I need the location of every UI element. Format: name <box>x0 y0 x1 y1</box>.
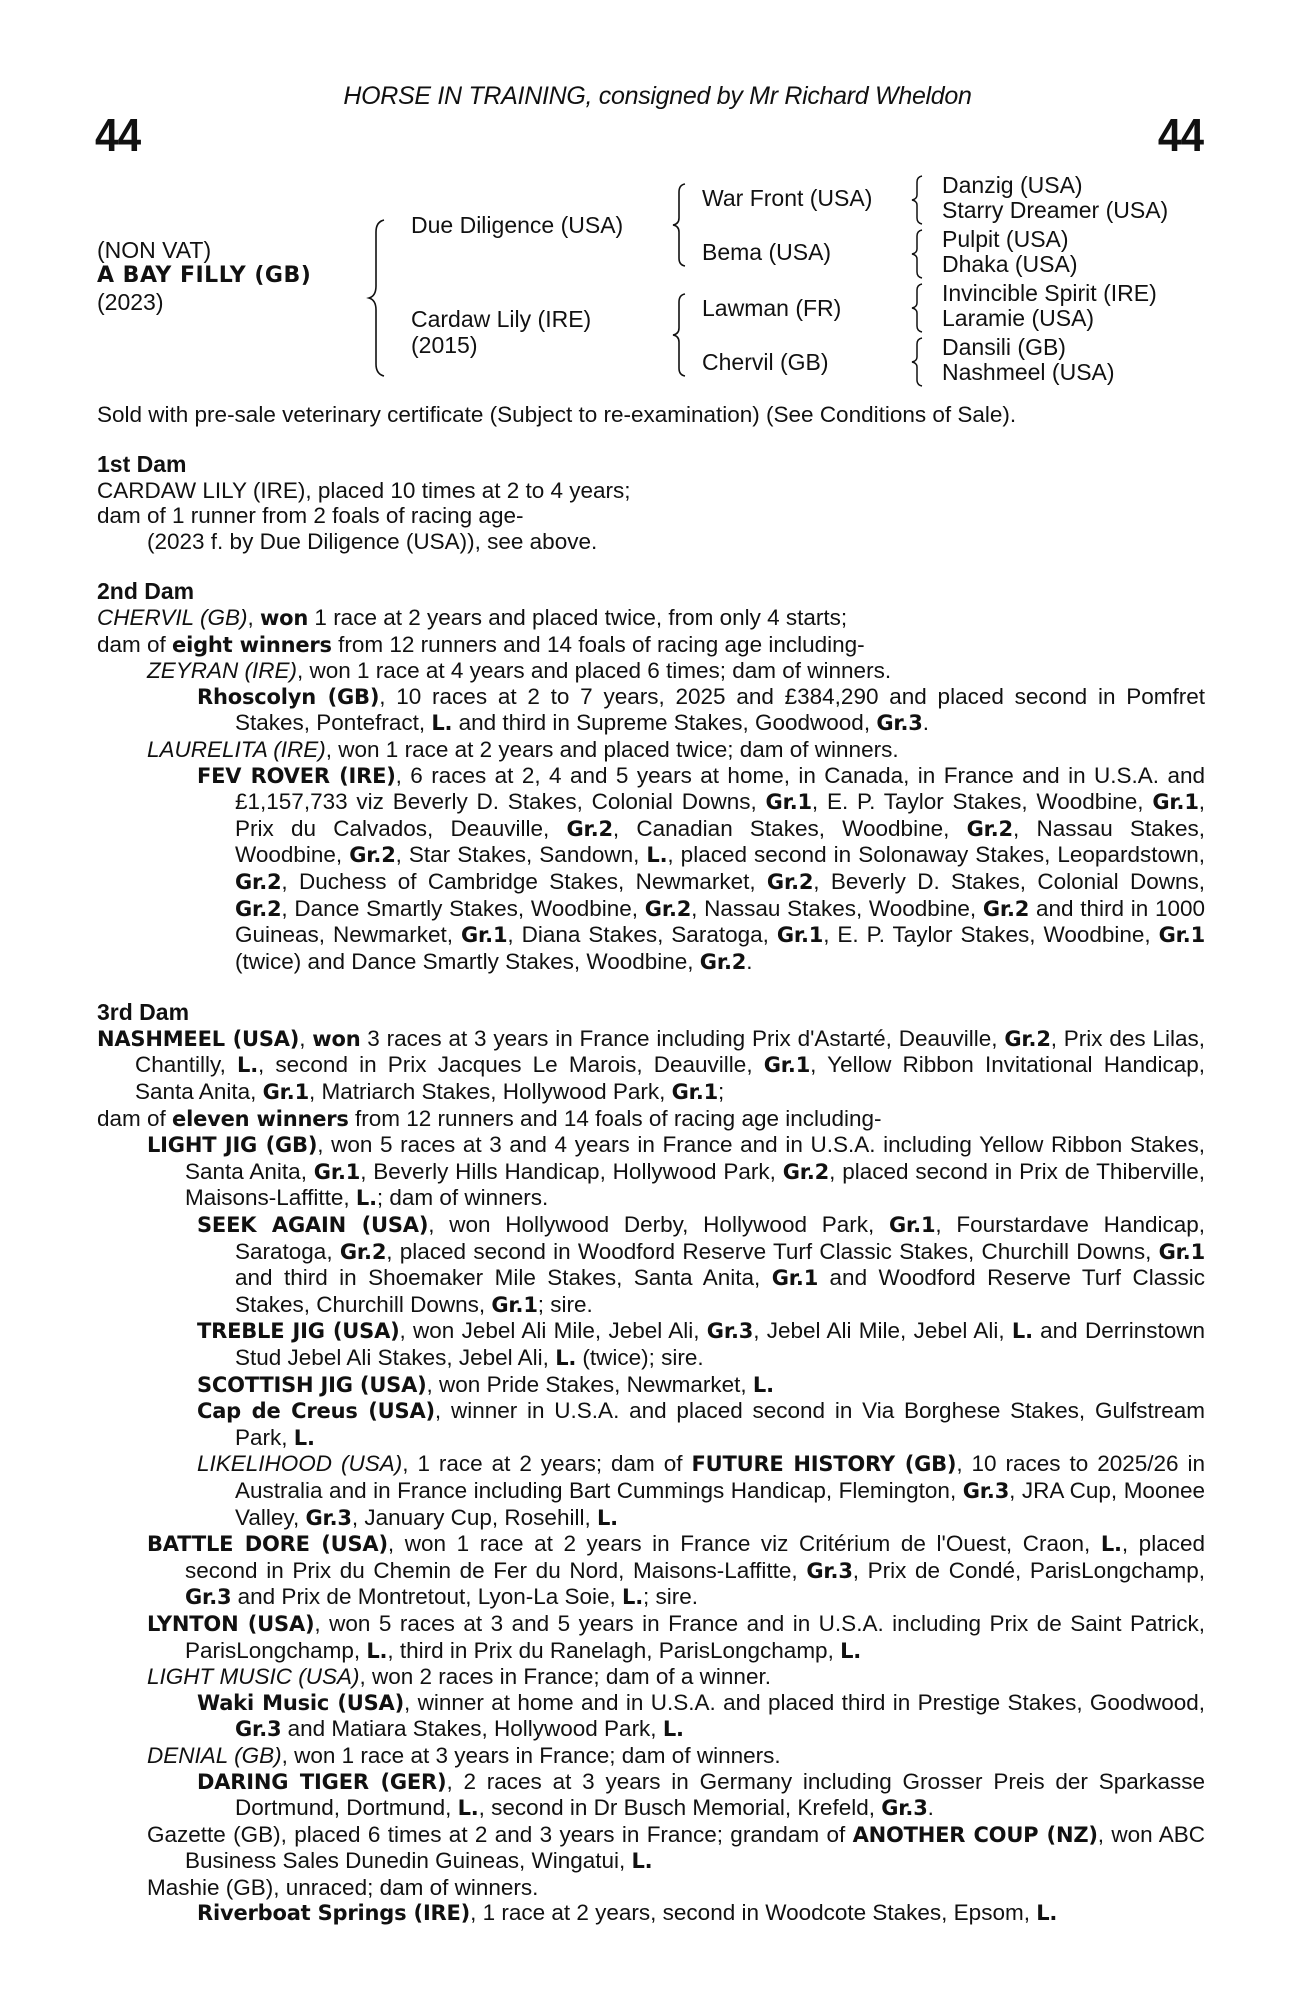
text-run: , third in Prix du Ranelagh, ParisLongchamp, <box>387 1637 841 1663</box>
pedigree-entry <box>97 503 1205 529</box>
bold-run: Gr.3 <box>305 1505 352 1530</box>
text-run: and Prix de Montretout, Lyon-La Soie, <box>231 1584 623 1610</box>
bold-run: L. <box>631 1849 653 1874</box>
lot-number-right: 44 <box>1157 109 1203 161</box>
text-run: and Matiara Stakes, Hollywood Park, <box>281 1716 663 1742</box>
text-run: , Beverly Hills Handicap, Hollywood Park, <box>360 1158 783 1184</box>
bold-run: L. <box>457 1796 479 1821</box>
bold-run: L. <box>596 1505 618 1530</box>
dam-section <box>97 452 1205 554</box>
pedigree-entry <box>97 1611 1205 1664</box>
bold-run: Gr.1 <box>1158 1239 1205 1264</box>
text-run: , <box>299 1025 313 1051</box>
text-run: , second in Dr Busch Memorial, Krefeld, <box>478 1795 882 1821</box>
text-run: , won Hollywood Derby, Hollywood Park, <box>428 1212 889 1238</box>
sire-dam-name: Bema (USA) <box>702 239 832 265</box>
dam-section <box>97 1000 1205 1927</box>
pedigree-brace-main <box>366 218 388 378</box>
bold-run: Gr.3 <box>962 1478 1010 1503</box>
section-heading: 1st Dam <box>97 451 187 477</box>
text-run: , Nassau Stakes, Woodbine, <box>691 895 983 921</box>
bold-run: L. <box>840 1638 862 1663</box>
bold-run: L. <box>662 1717 684 1742</box>
bold-run: Gr.2 <box>1004 1026 1051 1051</box>
bold-run: L. <box>237 1053 258 1078</box>
ggp-sire-sire-dam: Starry Dreamer (USA) <box>942 197 1169 223</box>
pedigree-entry <box>97 1318 1205 1371</box>
text-run: dam of <box>97 1105 173 1131</box>
bold-run: Gr.2 <box>699 949 747 974</box>
pedigree-entry <box>97 737 1205 763</box>
bold-run: Gr.1 <box>763 1053 811 1078</box>
bold-run: Gr.2 <box>966 816 1013 841</box>
text-run: , 1 race at 2 years; dam of <box>402 1451 692 1477</box>
text-run: , Prix des Lilas, Chantilly, <box>135 1025 1205 1078</box>
bold-run: L. <box>293 1425 315 1450</box>
bold-run: won <box>312 1026 361 1051</box>
bold-run: BATTLE DORE (USA) <box>147 1532 388 1557</box>
text-run: , won 2 races in France; dam of a winner. <box>359 1664 771 1690</box>
bold-run: ANOTHER COUP (NZ) <box>852 1822 1098 1847</box>
text-run: , <box>247 604 260 630</box>
ggp-sire-dam-dam: Dhaka (USA) <box>942 251 1078 277</box>
subject-foaling-year: (2023) <box>97 289 164 315</box>
catalogue-header-title: HORSE IN TRAINING, consigned by Mr Richard Wheldon <box>343 82 972 110</box>
subject-vat-status: (NON VAT) <box>97 237 212 263</box>
text-run: 3 races at 3 years in France including Prix d'Astarté, Deauville, <box>360 1025 1005 1051</box>
bold-run: L. <box>355 1186 377 1211</box>
sire-sire-name: War Front (USA) <box>702 185 873 211</box>
text-run: . <box>927 1795 934 1821</box>
text-run: ; dam of winners. <box>376 1185 549 1211</box>
dam-foaling-year: (2015) <box>411 332 478 358</box>
pedigree-entry <box>97 1743 1205 1769</box>
bold-run: L. <box>431 711 453 736</box>
text-run: , Beverly D. Stakes, Colonial Downs, <box>813 868 1205 894</box>
text-run: . <box>922 710 929 736</box>
italic-run: CHERVIL (GB) <box>97 604 248 630</box>
bold-run: Gr.3 <box>185 1585 232 1610</box>
ggp-dam-sire-sire: Invincible Spirit (IRE) <box>942 280 1157 306</box>
bold-run: Gr.2 <box>349 843 396 868</box>
text-run: , Star Stakes, Sandown, <box>395 842 647 868</box>
text-run: , won 1 race at 3 years in France; dam of winners. <box>281 1742 781 1768</box>
text-run: from 12 runners and 14 foals of racing age including- <box>331 631 865 657</box>
text-run: and Woodford Reserve Turf Classic Stakes, Churchill Downs, <box>235 1265 1205 1317</box>
bold-run: Gr.1 <box>460 923 508 948</box>
bold-run: L. <box>1036 1901 1058 1926</box>
text-run: , Yellow Ribbon Invitational Handicap, Santa Anita, <box>135 1052 1206 1105</box>
text-run: , 6 races at 2, 4 and 5 years at home, in Canada, in France and in U.S.A. and £1,157,733 viz Beverly D. Stakes, Colonial Downs, <box>235 762 1205 815</box>
bold-run: L. <box>622 1585 644 1610</box>
text-run: , won ABC Business Sales Dunedin Guineas, Wingatui, <box>185 1821 1205 1874</box>
text-run: , Diana Stakes, Saratoga, <box>507 922 777 948</box>
text-run: and third in Shoemaker Mile Stakes, Santa Anita, <box>235 1265 772 1291</box>
bold-run: FEV ROVER (IRE) <box>197 763 396 788</box>
section-heading: 3rd Dam <box>97 999 190 1026</box>
produce-record <box>97 452 1205 1927</box>
bold-run: Gr.3 <box>806 1558 853 1583</box>
text-run: , won 1 race at 2 years in France viz Critérium de l'Ouest, Craon, <box>387 1531 1101 1557</box>
dam-dam-name: Chervil (GB) <box>702 349 829 375</box>
italic-run: LIKELIHOOD (USA) <box>197 1451 403 1477</box>
text-run: , 2 races at 3 years in Germany including Grosser Preis der Sparkasse Dortmund, Dortmund, <box>235 1768 1205 1821</box>
bold-run: Gr.3 <box>235 1717 282 1742</box>
bold-run: Gr.1 <box>888 1213 936 1238</box>
text-run: , Prix du Calvados, Deauville, <box>235 789 1205 841</box>
pedigree-entry <box>97 1822 1205 1875</box>
pedigree-brace-sire-side <box>670 182 688 268</box>
bold-run: Gr.2 <box>982 896 1030 921</box>
ggp-sire-sire-sire: Danzig (USA) <box>942 172 1083 198</box>
pedigree-brace-dam-side <box>670 292 688 378</box>
bold-run: L. <box>555 1346 577 1370</box>
pedigree-entry <box>97 1398 1205 1451</box>
pedigree-entry <box>97 1664 1205 1690</box>
ggp-dam-sire-dam: Laramie (USA) <box>942 305 1095 331</box>
bold-run: L. <box>752 1372 774 1397</box>
text-run: and third in 1000 Guineas, Newmarket, <box>235 895 1206 948</box>
italic-run: LIGHT MUSIC (USA) <box>147 1664 360 1690</box>
text-run: , 10 races to 2025/26 in Australia and in France including Bart Cummings Handicap, Flemington, <box>235 1451 1205 1503</box>
pedigree-entry <box>97 684 1205 737</box>
bold-run: L. <box>366 1638 388 1663</box>
pedigree-brace-ggp-3 <box>909 282 925 334</box>
text-run: , placed second in Woodford Reserve Turf Classic Stakes, Churchill Downs, <box>386 1238 1159 1264</box>
text-run: , placed second in Prix du Chemin de Fer du Nord, Maisons-Laffitte, <box>185 1531 1205 1583</box>
bold-run: won <box>259 605 309 630</box>
bold-run: Cap de Creus (USA) <box>197 1399 435 1424</box>
italic-run: ZEYRAN (IRE) <box>147 658 298 684</box>
bold-run: Gr.1 <box>262 1080 309 1105</box>
text-run: , won Pride Stakes, Newmarket, <box>426 1371 753 1397</box>
bold-run: Gr.1 <box>776 923 824 948</box>
bold-run: Riverboat Springs (IRE) <box>197 1901 471 1926</box>
pedigree-brace-ggp-1 <box>909 174 925 226</box>
bold-run: LYNTON (USA) <box>147 1611 315 1636</box>
text-run: ; sire. <box>643 1584 699 1610</box>
text-run: , Dance Smartly Stakes, Woodbine, <box>281 895 645 921</box>
bold-run: FUTURE HISTORY (GB) <box>691 1452 957 1477</box>
text-run: , placed second in Prix de Thiberville, Maisons-Laffitte, <box>185 1158 1205 1211</box>
bold-run: Gr.2 <box>339 1239 387 1264</box>
sire-name: Due Diligence (USA) <box>411 212 624 238</box>
pedigree-entry <box>97 1132 1205 1212</box>
text-run: dam of 1 runner from 2 foals of racing age- <box>97 503 524 529</box>
text-run: , winner at home and in U.S.A. and placed third in Prestige Stakes, Goodwood, <box>404 1689 1205 1715</box>
dam-name: Cardaw Lily (IRE) <box>411 306 592 332</box>
pedigree-entry <box>97 1106 1205 1133</box>
text-run: ; <box>718 1079 725 1105</box>
pedigree-entry <box>97 1769 1205 1822</box>
bold-run: eleven winners <box>172 1106 349 1131</box>
pedigree-entry <box>97 658 1205 684</box>
bold-run: SCOTTISH JIG (USA) <box>197 1372 427 1397</box>
text-run: , January Cup, Rosehill, <box>351 1504 597 1530</box>
text-run: , second in Prix Jacques Le Marois, Deauville, <box>258 1052 764 1078</box>
pedigree-entry <box>97 1690 1205 1743</box>
bold-run: Gr.1 <box>491 1292 538 1317</box>
text-run: , Jebel Ali Mile, Jebel Ali, <box>753 1318 1012 1344</box>
italic-run: DENIAL (GB) <box>147 1742 282 1768</box>
section-heading: 2nd Dam <box>97 578 195 605</box>
bold-run: Gr.1 <box>771 1266 819 1291</box>
text-run: (twice) and Dance Smartly Stakes, Woodbine, <box>235 948 700 974</box>
pedigree-entry <box>97 529 1205 555</box>
pedigree-entry <box>97 1212 1205 1318</box>
text-run: , 1 race at 2 years, second in Woodcote Stakes, Epsom, <box>470 1900 1037 1926</box>
dam-section <box>97 579 1205 975</box>
text-run: , won 1 race at 4 years and placed 6 times; dam of winners. <box>297 658 892 684</box>
bold-run: DARING TIGER (GER) <box>197 1769 447 1794</box>
pedigree-entry <box>97 478 1205 504</box>
bold-run: Rhoscolyn (GB) <box>197 684 380 709</box>
text-run: Mashie (GB), unraced; dam of winners. <box>147 1874 539 1900</box>
text-run: , won 5 races at 3 and 4 years in France and in U.S.A. including Yellow Ribbon Stakes, Santa Anita, <box>185 1132 1205 1184</box>
text-run: , Canadian Stakes, Woodbine, <box>612 815 967 841</box>
text-run: , Nassau Stakes, Woodbine, <box>235 815 1205 868</box>
bold-run: Gr.1 <box>1158 923 1205 948</box>
italic-run: LAURELITA (IRE) <box>147 736 326 762</box>
pedigree-brace-ggp-4 <box>909 336 925 388</box>
text-run: (twice); sire. <box>576 1345 704 1370</box>
dam-sire-name: Lawman (FR) <box>702 295 842 321</box>
text-run: and Derrinstown Stud Jebel Ali Stakes, Jebel Ali, <box>235 1318 1206 1370</box>
ggp-dam-dam-sire: Dansili (GB) <box>942 334 1066 360</box>
bold-run: Gr.2 <box>566 816 613 841</box>
bold-run: Gr.1 <box>671 1080 719 1105</box>
bold-run: SEEK AGAIN (USA) <box>197 1213 429 1238</box>
bold-run: Gr.1 <box>765 790 812 815</box>
pedigree-entry <box>97 632 1205 659</box>
bold-run: Waki Music (USA) <box>197 1690 404 1715</box>
pedigree-entry <box>97 1372 1205 1399</box>
text-run: , Fourstardave Handicap, Saratoga, <box>235 1212 1205 1264</box>
bold-run: eight winners <box>172 632 332 657</box>
text-run: from 12 runners and 14 foals of racing age including- <box>348 1105 882 1131</box>
bold-run: Gr.3 <box>706 1319 754 1344</box>
text-run: (2023 f. by Due Diligence (USA)), see above. <box>147 528 598 554</box>
bold-run: LIGHT JIG (GB) <box>147 1133 318 1158</box>
text-run: , Prix de Condé, ParisLongchamp, <box>852 1557 1206 1583</box>
text-run: , Duchess of Cambridge Stakes, Newmarket, <box>281 868 767 894</box>
pedigree-entry <box>97 763 1205 976</box>
text-run: , E. P. Taylor Stakes, Woodbine, <box>823 922 1159 948</box>
bold-run: Gr.1 <box>1152 790 1199 815</box>
bold-run: Gr.2 <box>644 896 692 921</box>
text-run: , won 1 race at 2 years and placed twice; dam of winners. <box>325 736 899 762</box>
bold-run: Gr.3 <box>876 711 923 736</box>
bold-run: TREBLE JIG (USA) <box>197 1319 400 1344</box>
bold-run: L. <box>1011 1319 1033 1344</box>
bold-run: L. <box>1100 1532 1122 1557</box>
bold-run: Gr.2 <box>766 869 814 894</box>
bold-run: Gr.2 <box>782 1159 830 1184</box>
ggp-dam-dam-dam: Nashmeel (USA) <box>942 359 1115 385</box>
text-run: , Matriarch Stakes, Hollywood Park, <box>309 1079 672 1105</box>
bold-run: Gr.2 <box>235 869 282 894</box>
lot-number-left: 44 <box>95 109 141 161</box>
text-run: , E. P. Taylor Stakes, Woodbine, <box>811 789 1153 815</box>
text-run: ; sire. <box>537 1291 593 1317</box>
pedigree-entry <box>97 1026 1205 1106</box>
veterinary-certificate-note: Sold with pre-sale veterinary certificate (Subject to re-examination) (See Conditions of Sale). <box>97 402 1017 427</box>
text-run: Gazette (GB), placed 6 times at 2 and 3 years in France; grandam of <box>147 1821 853 1847</box>
text-run: , won 5 races at 3 and 5 years in France and in U.S.A. including Prix de Saint Patrick, ParisLongchamp, <box>185 1610 1205 1663</box>
bold-run: Gr.2 <box>235 896 282 921</box>
text-run: CARDAW LILY (IRE), placed 10 times at 2 to 4 years; <box>97 477 631 503</box>
pedigree-entry <box>97 605 1205 632</box>
bold-run: L. <box>646 843 668 868</box>
ggp-sire-dam-sire: Pulpit (USA) <box>942 226 1069 252</box>
pedigree-brace-ggp-2 <box>909 228 925 280</box>
subject-horse-name: A BAY FILLY (GB) <box>97 263 312 288</box>
text-run: . <box>746 948 753 974</box>
pedigree-entry <box>97 1531 1205 1611</box>
text-run: , placed second in Solonaway Stakes, Leopardstown, <box>667 842 1205 868</box>
text-run: , won Jebel Ali Mile, Jebel Ali, <box>399 1318 707 1344</box>
text-run: dam of <box>97 631 173 657</box>
text-run: , winner in U.S.A. and placed second in Via Borghese Stakes, Gulfstream Park, <box>235 1398 1205 1450</box>
text-run: , JRA Cup, Moonee Valley, <box>235 1477 1206 1530</box>
pedigree-entry <box>97 1875 1205 1901</box>
text-run: and third in Supreme Stakes, Goodwood, <box>452 710 877 736</box>
text-run: 1 race at 2 years and placed twice, from only 4 starts; <box>308 604 848 630</box>
text-run: , 10 races at 2 to 7 years, 2025 and £384,290 and placed second in Pomfret Stakes, Pontefract, <box>235 683 1205 736</box>
bold-run: Gr.1 <box>313 1159 361 1184</box>
pedigree-entry <box>97 1451 1205 1531</box>
bold-run: NASHMEEL (USA) <box>97 1026 300 1051</box>
pedigree-entry <box>97 1900 1205 1927</box>
bold-run: Gr.3 <box>881 1796 928 1821</box>
